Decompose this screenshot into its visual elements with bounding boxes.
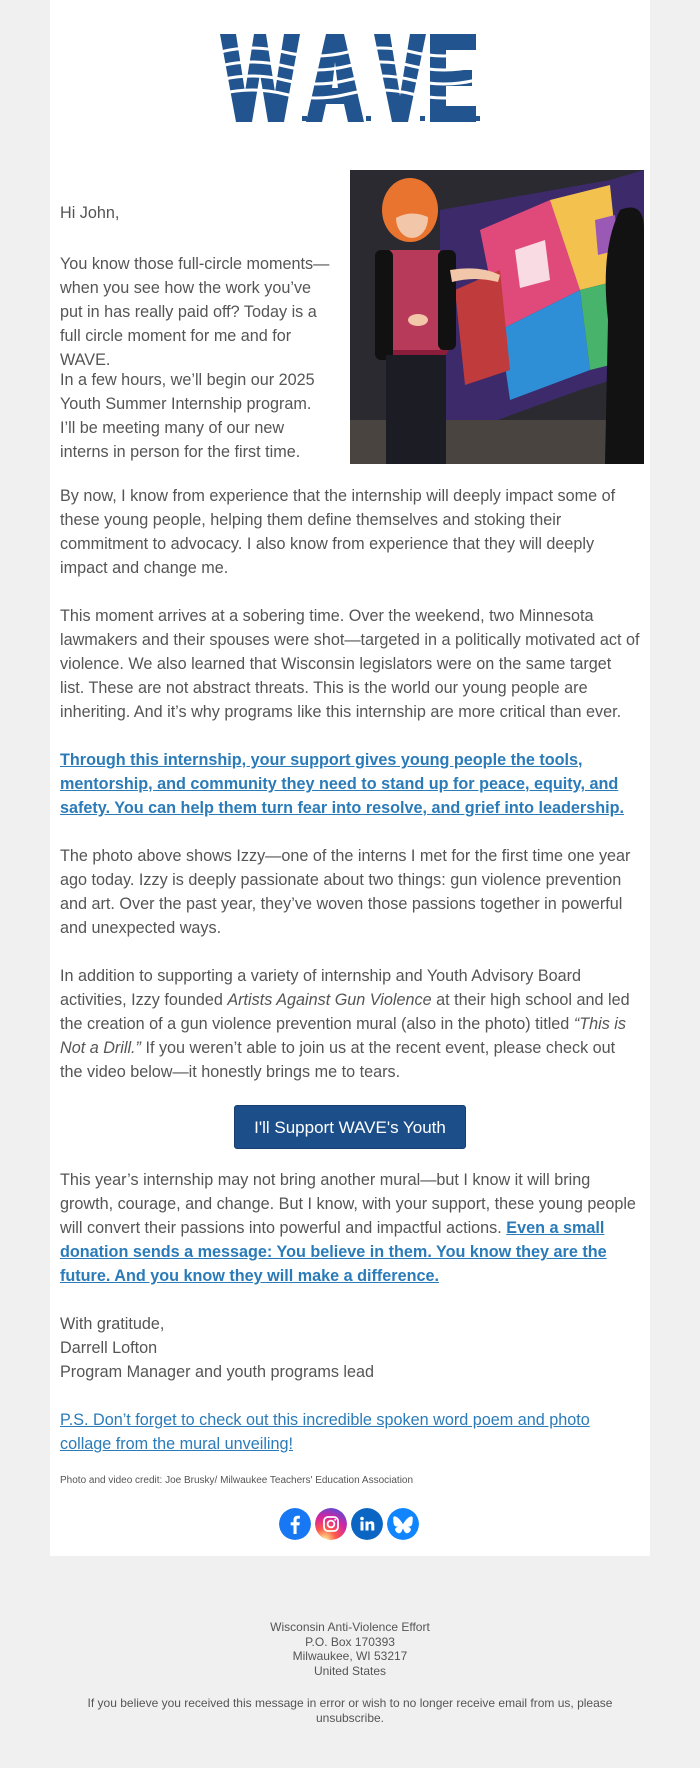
wave-logo-mark [220,34,480,128]
izzy-mural-photo [350,170,644,464]
signer-name: Darrell Lofton [60,1339,158,1357]
p7-text: This year’s internship may not bring another mural—but I know it will bring growth, courage, and change. But I know, with your support, these young people will convert their passions into powerful and impactful actions. [60,1171,636,1237]
paragraph-izzy: The photo above shows Izzy—one of the interns I met for the first time one year ago today. Izzy is deeply passionate about two things: gun violence prevention and art. Over the past year, they’ve woven those passions together in powerful and unexpected ways. [60,847,631,937]
support-wave-youth-button[interactable]: I'll Support WAVE's Youth [234,1105,466,1149]
footer-unsubscribe[interactable]: If you believe you received this message in error or wish to no longer receive email from us, please unsubscribe. [87,1696,613,1725]
paragraph-internship-start: In a few hours, we’ll begin our 2025 Youth Summer Internship program. I’ll be meeting many of our new interns in person for the first time. [60,371,315,461]
instagram-icon[interactable] [315,1508,347,1540]
footer-address [0,1620,700,1678]
artists-against-gun-violence: Artists Against Gun Violence [227,991,432,1009]
photo-illustration [350,170,644,464]
paragraph-sobering-time: This moment arrives at a sobering time. Over the weekend, two Minnesota lawmakers and their spouses were shot—targeted in a politically motivated act of violence. We also learned that Wisconsin legislators were on the same target list. These are not abstract threats. This is the world our young people are inheriting. And it’s why programs like this internship are more critical than ever. [60,607,640,721]
facebook-icon[interactable] [279,1508,311,1540]
paragraph-izzy-mural [60,964,640,1084]
paragraph-impact: By now, I know from experience that the internship will deeply impact some of these young people, helping them define themselves and stoking their commitment to advocacy. I also know from experience that they will deeply impact and change me. [60,487,616,577]
wave-logo[interactable] [220,34,480,128]
p6-part-b: at their high school and led the creation of a gun violence prevention mural (also in the photo) titled [60,991,630,1033]
photo-credit: Photo and video credit: Joe Brusky/ Milwaukee Teachers' Education Association [60,1475,414,1486]
greeting: Hi John, [60,204,120,222]
footer-org: Wisconsin Anti-Violence Effort [270,1620,430,1634]
paragraph-intro: You know those full-circle moments—when you see how the work you’ve put in has really paid off? Today is a full circle moment for me and for WAVE. [60,255,330,369]
signer-title: Program Manager and youth programs lead [60,1363,375,1381]
footer-po-box: P.O. Box 170393 [305,1634,395,1649]
support-link-tools[interactable]: Through this internship, your support gives young people the tools, mentorship, and community they need to stand up for peace, equity, and safety. You can help them turn fear into resolve, and grief into leadership. [60,751,624,817]
p6-part-a: In addition to supporting a variety of internship and Youth Advisory Board activities, Izzy founded [60,967,582,1009]
linkedin-icon[interactable] [351,1508,383,1540]
paragraph-closing [60,1168,640,1288]
email-card [50,0,650,1556]
p6-part-c: If you weren’t able to join us at the recent event, please check out the video below—it honestly brings me to tears. [60,1039,616,1081]
bluesky-icon[interactable] [387,1508,419,1540]
footer-country: United States [313,1663,387,1678]
mural-title: “This is Not a Drill.” [60,1015,626,1057]
social-links [279,1508,419,1540]
donation-link[interactable]: Even a small donation sends a message: You believe in them. You know they are the future. And you know they will make a difference. [60,1219,607,1285]
signoff: With gratitude, [60,1315,165,1333]
ps-poem-link[interactable]: P.S. Don’t forget to check out this incredible spoken word poem and photo collage from the mural unveiling! [60,1411,590,1453]
footer-city: Milwaukee, WI 53217 [292,1649,408,1663]
